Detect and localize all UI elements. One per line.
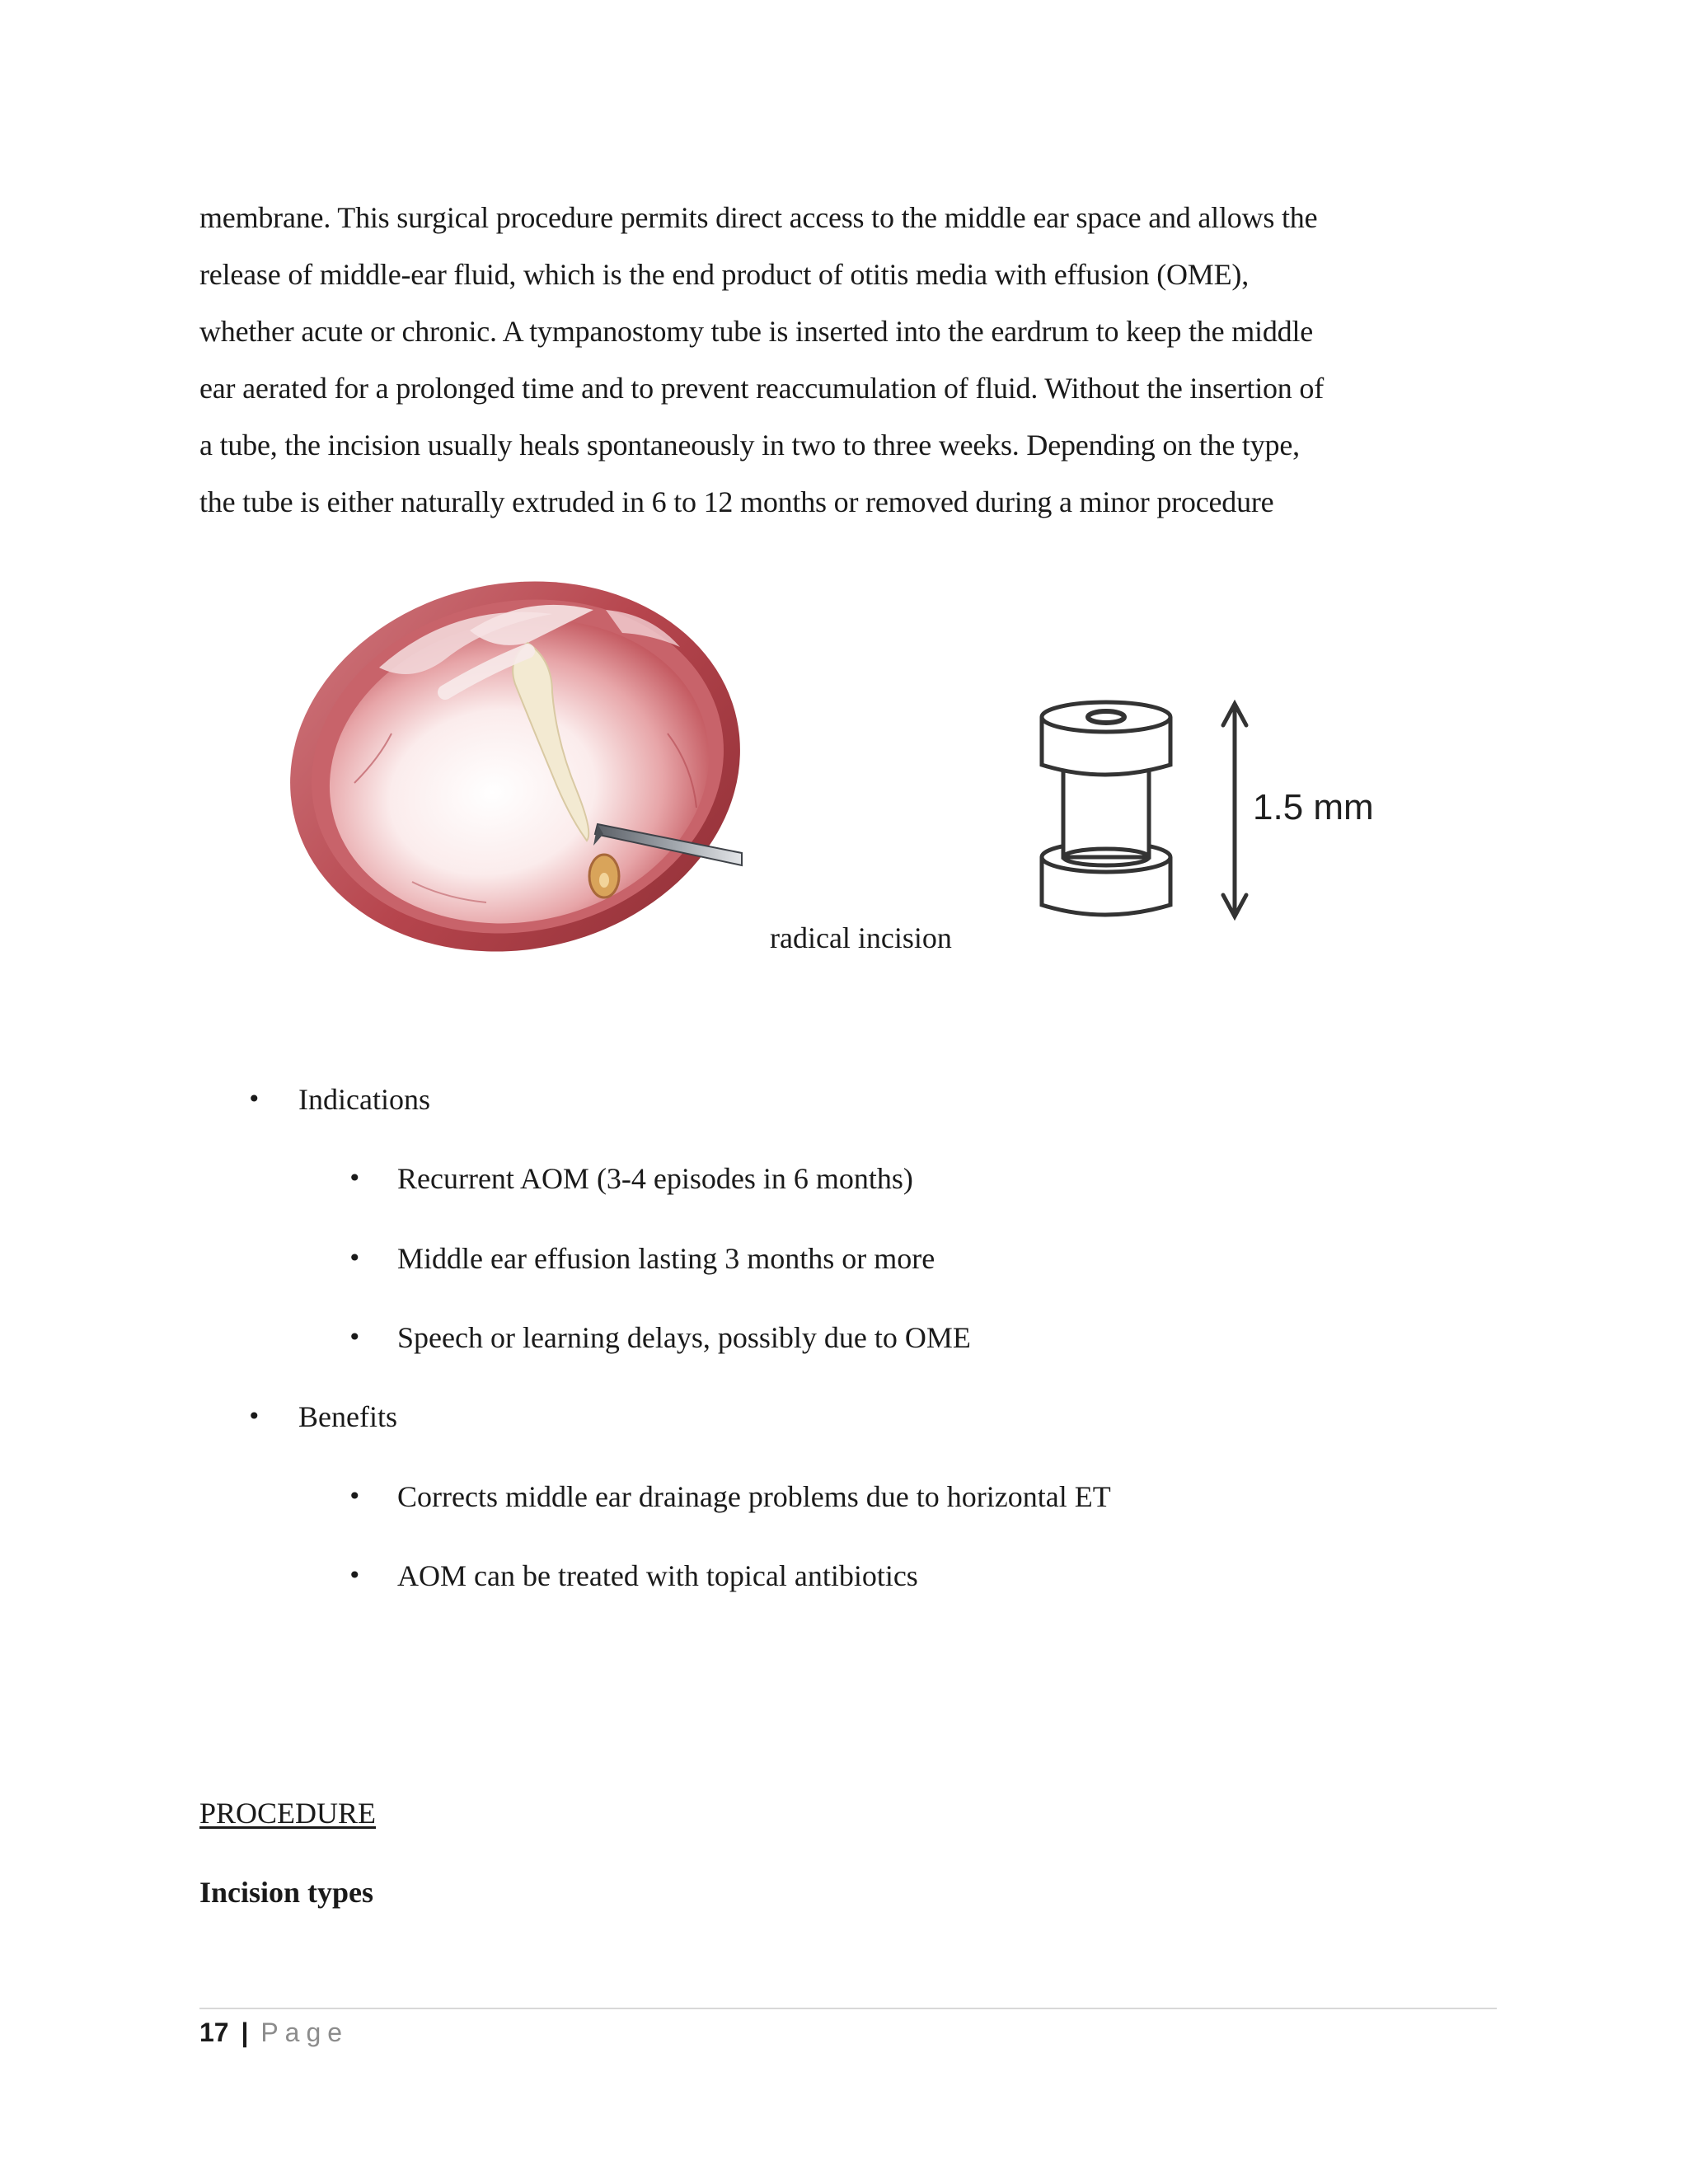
list-item-text: AOM can be treated with topical antibiotics (397, 1559, 918, 1592)
list-item-label: Benefits (298, 1400, 397, 1433)
bullet-icon: • (348, 1562, 362, 1589)
paragraph-line: the tube is either naturally extruded in 6 to 12 months or removed during a minor procedure (199, 485, 1274, 518)
list-item-text: Speech or learning delays, possibly due to OME (397, 1321, 971, 1354)
page-word: Page (260, 2018, 349, 2047)
bullet-icon: • (247, 1085, 261, 1113)
paragraph-line: release of middle-ear fluid, which is the end product of otitis media with effusion (OME), (199, 258, 1249, 291)
list-item-label: Indications (298, 1083, 430, 1116)
paragraph-line: a tube, the incision usually heals spontaneously in two to three weeks. Depending on the type, (199, 429, 1300, 462)
list-item-text: Middle ear effusion lasting 3 months or more (397, 1242, 935, 1275)
paragraph-line: ear aerated for a prolonged time and to prevent reaccumulation of fluid. Without the insertion of (199, 372, 1324, 405)
page-footer (199, 2016, 349, 2049)
figure-caption: radical incision (770, 921, 952, 954)
bullet-icon: • (247, 1403, 261, 1430)
bullet-icon: • (348, 1244, 362, 1272)
subheading: Incision types (199, 1876, 374, 1909)
list-item-text: Recurrent AOM (3-4 episodes in 6 months) (397, 1162, 913, 1195)
footer-separator: | (241, 2018, 249, 2047)
paragraph-line: membrane. This surgical procedure permits direct access to the middle ear space and allows the (199, 201, 1318, 234)
tube-dimension-label: 1.5 mm (1253, 787, 1374, 827)
eardrum-illustration (280, 569, 758, 956)
page-number: 17 (199, 2018, 229, 2047)
paragraph-line: whether acute or chronic. A tympanostomy tube is inserted into the eardrum to keep the middle (199, 315, 1314, 348)
bullet-icon: • (348, 1483, 362, 1510)
bullet-icon: • (348, 1165, 362, 1192)
bullet-icon: • (348, 1324, 362, 1351)
section-heading: PROCEDURE (199, 1797, 377, 1830)
footer-divider (199, 2008, 1497, 2009)
list-item-text: Corrects middle ear drainage problems due to horizontal ET (397, 1480, 1111, 1513)
